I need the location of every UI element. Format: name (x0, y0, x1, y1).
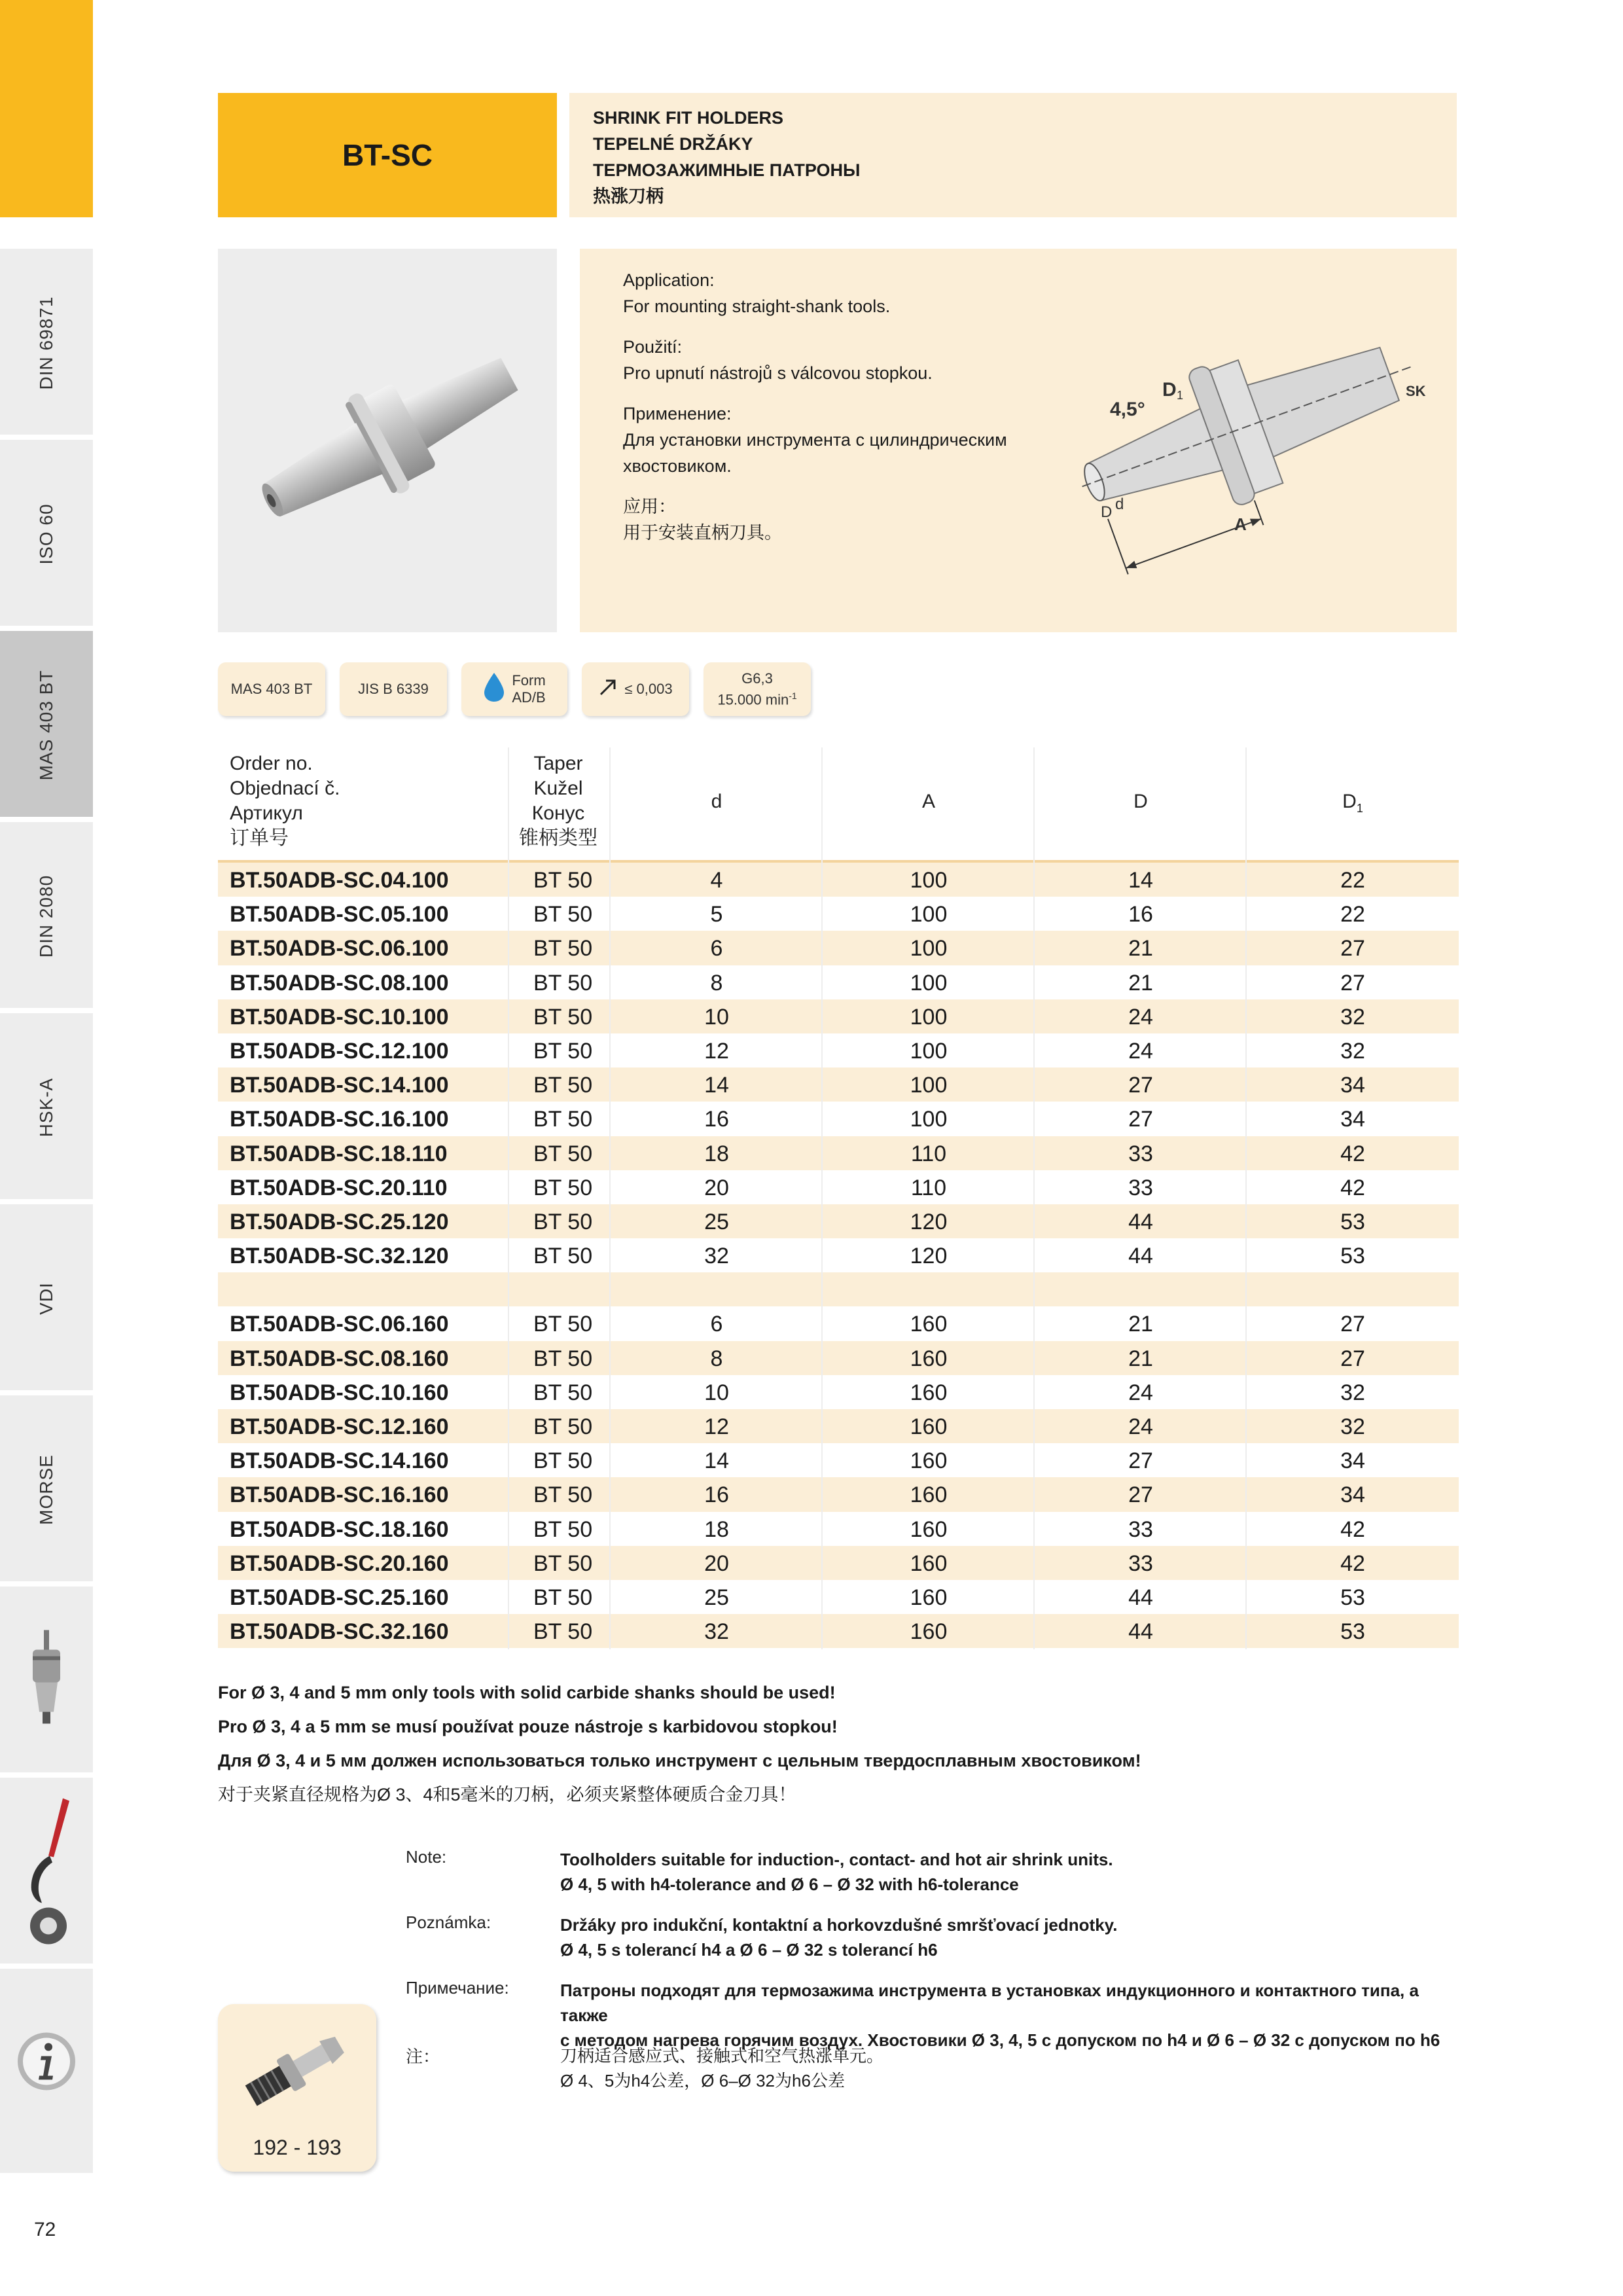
note-text: 刀柄适合感应式、接触式和空气热涨单元。 Ø 4、5为h4公差，Ø 6–Ø 32为h6公差 (560, 2046, 884, 2090)
cell-taper: BT 50 (533, 1073, 593, 1098)
cell-d1 (1247, 1272, 1459, 1306)
application-text-en: For mounting straight-shank tools. (623, 296, 891, 316)
cell-taper: BT 50 (533, 1482, 593, 1508)
cell-code: BT.50ADB-SC.08.160 (230, 1346, 449, 1371)
drawing-D-label: D (1101, 503, 1113, 521)
coolant-drop-icon (483, 672, 505, 707)
note-text: Патроны подходят для термозажима инструмента в установках индукционного и контактного типа, а также с методом нагрева горячим воздух. Хвостовики Ø 3, 4, 5 с допуском по h4 и Ø 6 – Ø 32 с допуском по h6 (560, 1981, 1440, 2050)
sidebar-accent-block (0, 0, 93, 217)
cell-d: 18 (704, 1516, 729, 1542)
cell-d (611, 1272, 823, 1306)
cell-a: 160 (910, 1448, 948, 1474)
sidebar-tab-label: MORSE (36, 1454, 56, 1525)
cell-a: 100 (910, 970, 948, 996)
cell-taper: BT 50 (533, 1175, 593, 1200)
cell-d: 27 (1128, 1482, 1153, 1508)
cell-a: 160 (910, 1516, 948, 1542)
cell-d: 10 (704, 1004, 729, 1030)
pull-stud-icon (231, 2017, 362, 2125)
cell-a: 160 (910, 1312, 948, 1337)
title-en: SHRINK FIT HOLDERS (593, 108, 784, 128)
cell-taper: BT 50 (533, 1516, 593, 1542)
table-row (218, 931, 1459, 965)
table-row (218, 1238, 1459, 1272)
table-row (218, 863, 1459, 897)
cell-d: 16 (704, 1482, 729, 1508)
cell-d: 24 (1128, 1004, 1153, 1030)
sidebar-tab-morse[interactable] (0, 1393, 93, 1581)
cell-a: 100 (910, 1107, 948, 1132)
table-row (218, 1409, 1459, 1443)
table-row (218, 965, 1459, 999)
cell-d: 5 (710, 902, 723, 927)
cell-taper: BT 50 (533, 1312, 593, 1337)
cell-d1: 32 (1340, 1038, 1365, 1064)
cell-d1: 34 (1340, 1448, 1365, 1474)
column-header-d1: $D_1$ (1342, 791, 1363, 815)
cell-d1: 27 (1340, 970, 1365, 996)
cell-a: 160 (910, 1619, 948, 1645)
sidebar-tab-info[interactable] (0, 1966, 93, 2173)
drawing-d1-sub: 1 (1177, 389, 1184, 402)
table-row (218, 1614, 1459, 1648)
warning-en: For Ø 3, 4 and 5 mm only tools with solid carbide shanks should be used! (218, 1683, 836, 1702)
cell-d1: 34 (1340, 1073, 1365, 1098)
cell-d: 44 (1128, 1619, 1153, 1645)
cell-d1: 22 (1340, 902, 1365, 927)
table-row (218, 1136, 1459, 1170)
table-row (218, 1512, 1459, 1546)
cell-code: BT.50ADB-SC.20.110 (230, 1175, 448, 1200)
cell-d: 18 (704, 1141, 729, 1166)
cell-taper: BT 50 (533, 902, 593, 927)
column-header-D: D (1133, 791, 1148, 812)
cell-d: 12 (704, 1038, 729, 1064)
application-panel (580, 249, 1457, 632)
sidebar-tab-label: DIN 69871 (36, 296, 56, 390)
cell-d: 6 (710, 1312, 723, 1337)
cell-d: 32 (704, 1619, 729, 1645)
cell-d: 27 (1128, 1107, 1153, 1132)
table-body (218, 863, 1459, 1648)
cell-d1: 22 (1340, 868, 1365, 893)
cell-d: 44 (1128, 1585, 1153, 1610)
cell-code: BT.50ADB-SC.10.160 (230, 1380, 449, 1405)
cell-taper: BT 50 (533, 936, 593, 961)
carbide-shank-warning (218, 1676, 1141, 1812)
title-cn: 热涨刀柄 (593, 187, 664, 206)
cell-code: BT.50ADB-SC.04.100 (230, 868, 449, 893)
badge-balance-speed: G6,3 15.000 $\min^{-1}$ (704, 662, 811, 716)
cell-d: 14 (704, 1448, 729, 1474)
cell-d1: 53 (1340, 1244, 1365, 1269)
column-header-taper: Taper Kužel Конус 锥柄类型 (519, 753, 597, 849)
cell-a: 100 (910, 1038, 948, 1064)
cell-d1: 32 (1340, 1414, 1365, 1439)
cell-d: 24 (1128, 1414, 1153, 1439)
table-row (218, 1546, 1459, 1580)
cell-d1: 27 (1340, 1346, 1365, 1371)
badge-coolant-form: Form AD/B (461, 662, 567, 716)
cell-d: 21 (1128, 970, 1153, 996)
cell-d: 4 (710, 868, 723, 893)
cell-code: BT.50ADB-SC.14.160 (230, 1448, 449, 1474)
table-row (218, 1204, 1459, 1238)
cell-taper: BT 50 (533, 1244, 593, 1269)
cell-taper: BT 50 (533, 1209, 593, 1234)
table-row (218, 1580, 1459, 1614)
pull-stud-page-ref: 192 - 193 (253, 2136, 342, 2159)
table-row (218, 1102, 1459, 1136)
table-row (218, 1033, 1459, 1067)
sidebar-tab-wrenches[interactable] (0, 1775, 93, 1964)
cell-d1: 34 (1340, 1107, 1365, 1132)
cell-d: 33 (1128, 1516, 1153, 1542)
cell-d: 24 (1128, 1038, 1153, 1064)
drawing-angle-label: 4,5° (1110, 399, 1145, 420)
table-row (218, 999, 1459, 1033)
cell-code: BT.50ADB-SC.08.100 (230, 970, 449, 996)
application-text-cn: 用于安装直柄刀具。 (623, 523, 782, 543)
column-header-d: d (711, 791, 722, 812)
application-heading-cn: 应用： (623, 497, 676, 516)
cell-code: BT.50ADB-SC.06.100 (230, 936, 449, 961)
cell-code: BT.50ADB-SC.06.160 (230, 1312, 449, 1337)
cell-code: BT.50ADB-SC.18.160 (230, 1516, 449, 1542)
cell-d: 8 (710, 970, 723, 996)
cell-code: BT.50ADB-SC.16.100 (230, 1107, 449, 1132)
cell-code: BT.50ADB-SC.20.160 (230, 1551, 449, 1576)
badge-mas-standard: MAS 403 BT (218, 662, 325, 716)
cell-code: BT.50ADB-SC.12.160 (230, 1414, 449, 1439)
cell-a: 160 (910, 1346, 948, 1371)
cell-d: 27 (1128, 1073, 1153, 1098)
cell-d1: 27 (1340, 1312, 1365, 1337)
application-heading-ru: Применение: (623, 404, 732, 423)
cell-taper: BT 50 (533, 868, 593, 893)
cell-d: 14 (704, 1073, 729, 1098)
cell-taper: BT 50 (533, 970, 593, 996)
cell-d: 16 (704, 1107, 729, 1132)
cell-a: 100 (910, 936, 948, 961)
cell-taper: BT 50 (533, 1414, 593, 1439)
cell-a: 110 (910, 1141, 947, 1166)
cell-d: 21 (1128, 1312, 1153, 1337)
cell-d: 25 (704, 1585, 729, 1610)
cell-d: 44 (1128, 1209, 1153, 1234)
cell-d1: 53 (1340, 1209, 1365, 1234)
technical-drawing (1038, 255, 1450, 632)
cell-taper: BT 50 (533, 1619, 593, 1645)
table-row (218, 1341, 1459, 1375)
column-divider (609, 747, 611, 1649)
cell-d: 27 (1128, 1448, 1153, 1474)
cell-taper: BT 50 (533, 1346, 593, 1371)
cell-a: 100 (910, 1073, 948, 1098)
sidebar-tab-din-2080[interactable] (0, 819, 93, 1008)
cell-d: 25 (704, 1209, 729, 1234)
cell-code: BT.50ADB-SC.18.110 (230, 1141, 448, 1166)
cell-taper: BT 50 (533, 1004, 593, 1030)
application-heading-en: Application: (623, 270, 715, 290)
cell-a: 160 (910, 1551, 948, 1576)
table-row (218, 1067, 1459, 1102)
note-label: Примечание: (406, 1978, 509, 1998)
cell-d: 21 (1128, 1346, 1153, 1371)
sidebar-tab-label: VDI (36, 1282, 56, 1315)
drawing-d-label: d (1115, 495, 1124, 513)
wrench-and-nut-icon (10, 1792, 82, 1952)
application-heading-cz: Použití: (623, 337, 683, 357)
cell-code: BT.50ADB-SC.10.100 (230, 1004, 449, 1030)
cell-taper: BT 50 (533, 1448, 593, 1474)
product-title-block (569, 93, 1457, 217)
badge-jis-standard: JIS B 6339 (340, 662, 447, 716)
application-text-cz: Pro upnutí nástrojů s válcovou stopkou. (623, 363, 933, 383)
cell-code: BT.50ADB-SC.32.120 (230, 1244, 449, 1269)
drawing-sk-label: SK (1406, 383, 1426, 399)
sidebar-tab-drill-chucks[interactable] (0, 1584, 93, 1772)
cell-d1: 42 (1340, 1175, 1365, 1200)
note-label: Note: (406, 1847, 447, 1867)
cell-taper: BT 50 (533, 1551, 593, 1576)
application-text-ru: Для установки инструмента с цилиндрическим хвостовиком. (623, 430, 1007, 476)
cell-d1: 42 (1340, 1551, 1365, 1576)
sidebar-tab-vdi[interactable] (0, 1202, 93, 1390)
cell-d1: 32 (1340, 1380, 1365, 1405)
sidebar-tab-label: MAS 403 BT (36, 670, 56, 781)
table-row-spacer (218, 1272, 1459, 1306)
sidebar-tab-label: DIN 2080 (36, 874, 56, 958)
runout-arrow-icon (598, 677, 618, 701)
column-divider (1245, 747, 1247, 1649)
cell-d: 10 (704, 1380, 729, 1405)
side-navigation (0, 0, 93, 2173)
badge-runout: ≤ 0,003 (582, 662, 689, 716)
title-cz: TEPELNÉ DRŽÁKY (593, 134, 753, 154)
column-header-order-no: Order no. Objednací č. Артикул 订单号 (230, 753, 340, 849)
note-text: Toolholders suitable for induction-, contact- and hot air shrink units. Ø 4, 5 with h4-tolerance and Ø 6 – Ø 32 with h6-tolerance (560, 1850, 1113, 1894)
cell-a (823, 1272, 1035, 1306)
cell-d: 44 (1128, 1244, 1153, 1269)
cell-d: 20 (704, 1551, 729, 1576)
cell-a: 160 (910, 1482, 948, 1508)
cell-d1: 32 (1340, 1004, 1365, 1030)
sidebar-tab-mas-403-bt[interactable] (0, 628, 93, 817)
cell-a: 160 (910, 1585, 948, 1610)
sidebar-tab-label: HSK-A (36, 1077, 56, 1138)
cell-d1: 53 (1340, 1585, 1365, 1610)
cell-taper: BT 50 (533, 1107, 593, 1132)
cell-d: 20 (704, 1175, 729, 1200)
table-header (218, 747, 1459, 863)
cell-taper: BT 50 (533, 1141, 593, 1166)
note-text: Držáky pro indukční, kontaktní a horkovzdušné smršťovací jednotky. Ø 4, 5 s tolerancí h4 a Ø 6 – Ø 32 s tolerancí h6 (560, 1915, 1118, 1960)
note-label: 注： (406, 2047, 440, 2066)
cell-d: 24 (1128, 1380, 1153, 1405)
page-number: 72 (34, 2219, 56, 2240)
cell-d1: 34 (1340, 1482, 1365, 1508)
warning-cn: 对于夹紧直径规格为Ø 3、4和5毫米的刀柄，必须夹紧整体硬质合金刀具！ (218, 1785, 796, 1804)
cell-code: BT.50ADB-SC.25.160 (230, 1585, 449, 1610)
cell-d (1035, 1272, 1247, 1306)
drawing-a-label: A (1234, 514, 1247, 534)
cell-code: BT.50ADB-SC.25.120 (230, 1209, 449, 1234)
sidebar-tab-iso-60[interactable] (0, 437, 93, 626)
table-row (218, 1375, 1459, 1409)
cell-a: 100 (910, 868, 948, 893)
cell-d1: 42 (1340, 1141, 1365, 1166)
product-photo (218, 249, 557, 632)
cell-code: BT.50ADB-SC.32.160 (230, 1619, 449, 1645)
cell-a: 100 (910, 1004, 948, 1030)
product-code-title: BT-SC (218, 93, 557, 217)
table-row (218, 897, 1459, 931)
cell-d: 33 (1128, 1175, 1153, 1200)
cell-d: 6 (710, 936, 723, 961)
cell-a: 110 (910, 1175, 947, 1200)
cell-d: 21 (1128, 936, 1153, 961)
pull-stud-reference[interactable] (218, 2004, 376, 2172)
cell-a: 120 (910, 1209, 948, 1234)
cell-d: 16 (1128, 902, 1153, 927)
cell-a: 160 (910, 1414, 948, 1439)
warning-cz: Pro Ø 3, 4 a 5 mm se musí používat pouze nástroje s karbidovou stopkou! (218, 1717, 838, 1736)
cell-a: 100 (910, 902, 948, 927)
table-row (218, 1170, 1459, 1204)
cell-d: 33 (1128, 1551, 1153, 1576)
cell-d1: 42 (1340, 1516, 1365, 1542)
cell-code: BT.50ADB-SC.12.100 (230, 1038, 449, 1064)
cell-d: 33 (1128, 1141, 1153, 1166)
product-table (218, 747, 1459, 1648)
cell-taper: BT 50 (533, 1585, 593, 1610)
table-row (218, 1306, 1459, 1340)
title-ru: ТЕРМОЗАЖИМНЫЕ ПАТРОНЫ (593, 160, 861, 180)
cell-code: BT.50ADB-SC.16.160 (230, 1482, 449, 1508)
cell-a: 120 (910, 1244, 948, 1269)
cell-d1: 27 (1340, 936, 1365, 961)
sidebar-tab-din-69871[interactable] (0, 246, 93, 435)
drawing-d1-label: D (1162, 379, 1177, 401)
cell-d: 14 (1128, 868, 1153, 893)
application-text (623, 267, 1016, 560)
cell-a: 160 (910, 1380, 948, 1405)
cell-d: 12 (704, 1414, 729, 1439)
cell-taper: BT 50 (533, 1038, 593, 1064)
column-header-a: A (921, 791, 935, 812)
column-divider (821, 747, 823, 1649)
drill-chuck-icon (24, 1630, 69, 1732)
column-divider (1033, 747, 1035, 1649)
warning-ru: Для Ø 3, 4 и 5 мм должен использоваться только инструмент с цельным твердосплавным хвостовиком! (218, 1751, 1141, 1770)
table-row (218, 1477, 1459, 1511)
cell-d: 8 (710, 1346, 723, 1371)
table-row (218, 1443, 1459, 1477)
cell-code: BT.50ADB-SC.05.100 (230, 902, 449, 927)
column-divider (508, 747, 509, 1649)
info-icon (15, 2030, 78, 2096)
sidebar-tab-label: ISO 60 (36, 503, 56, 565)
sidebar-tab-hsk-a[interactable] (0, 1011, 93, 1199)
cell-code: BT.50ADB-SC.14.100 (230, 1073, 449, 1098)
cell-d: 32 (704, 1244, 729, 1269)
cell-taper: BT 50 (533, 1380, 593, 1405)
note-label: Poznámka: (406, 1912, 491, 1932)
cell-d1: 53 (1340, 1619, 1365, 1645)
